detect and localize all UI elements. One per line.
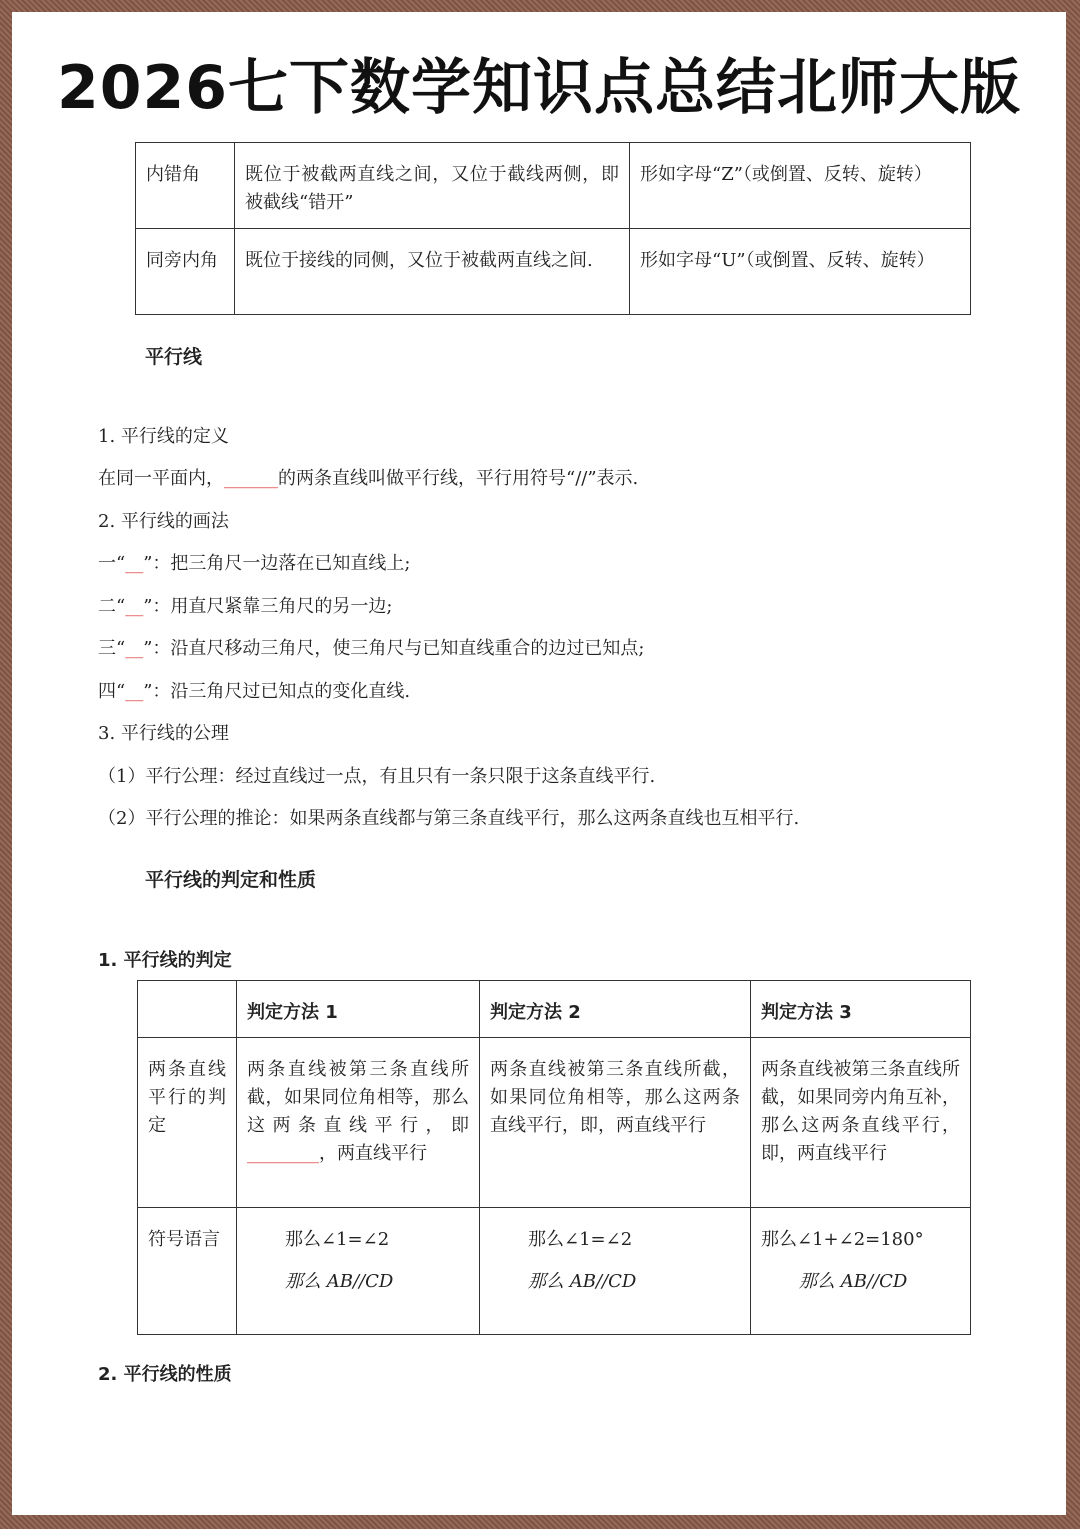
drawing-step: 三“__”：沿直尺移动三角尺，使三角尺与已知直线重合的边过已知点; [98,638,645,659]
judge-subtitle: 1. 平行线的判定 [98,950,232,971]
axiom-title: 3. 平行线的公理 [98,723,229,744]
method-header: 判定方法 1 [237,981,480,1038]
angle-desc: 既位于接线的同侧，又位于被截两直线之间. [235,229,630,315]
fill-blank: ________ [247,1143,319,1164]
step-text: ：沿三角尺过已知点的变化直线. [152,681,411,702]
fill-blank: __ [125,553,144,574]
table-row [138,981,971,1038]
section-heading-parallel: 平行线 [145,346,203,368]
step-number: 一 [98,553,116,574]
fill-blank: ______ [224,468,278,489]
definition-title: 1. 平行线的定义 [98,426,229,447]
method-1-text-start: 两条直线被第三条直线所截，如果同位角相等，那么这两条直线平行，即 [247,1059,469,1136]
table-row [136,143,971,229]
symbol-line: 那么 AB//CD [799,1271,908,1292]
symbol-line: 那么∠1+∠2=180° [761,1229,924,1250]
step-text: ：沿直尺移动三角尺，使三角尺与已知直线重合的边过已知点; [152,638,645,659]
axiom-item: （2）平行公理的推论：如果两条直线都与第三条直线平行，那么这两条直线也互相平行. [98,808,800,829]
step-text: ：把三角尺一边落在已知直线上; [152,553,411,574]
axiom-item: （1）平行公理：经过直线过一点，有且只有一条只限于这条直线平行. [98,766,656,787]
table-row [138,1038,971,1208]
step-number: 二 [98,596,116,617]
definition-text-end: 的两条直线叫做平行线，平行用符号“//”表示. [278,468,639,489]
drawing-step: 一“__”：把三角尺一边落在已知直线上; [98,553,411,574]
angle-desc: 既位于被截两直线之间，又位于截线两侧，即被截线“错开” [235,143,630,229]
fill-blank: __ [125,681,144,702]
step-number: 三 [98,638,116,659]
method-1-text [237,1038,480,1208]
angle-table [135,142,971,315]
angle-name: 内错角 [136,143,235,229]
fill-blank: __ [125,638,144,659]
symbol-cell-2 [480,1208,751,1335]
drawing-title: 2. 平行线的画法 [98,511,229,532]
page-title: 2026七下数学知识点总结北师大版 [57,53,1021,123]
angle-shape: 形如字母“U”（或倒置、反转、旋转） [630,229,971,315]
symbol-cell-1 [237,1208,480,1335]
step-text: ：用直尺紧靠三角尺的另一边; [152,596,393,617]
table-row [138,1208,971,1335]
section-heading-judge: 平行线的判定和性质 [145,869,317,891]
judge-table [137,980,971,1335]
method-1-text-end: ，两直线平行 [319,1143,427,1164]
method-header: 判定方法 2 [480,981,751,1038]
method-2-text: 两条直线被第三条直线所截，如果同位角相等，那么这两条直线平行，即，两直线平行 [480,1038,751,1208]
symbol-cell-3 [751,1208,971,1335]
row-label: 符号语言 [138,1208,237,1335]
method-3-text: 两条直线被第三条直线所截，如果同旁内角互补，那么这两条直线平行，即，两直线平行 [751,1038,971,1208]
symbol-line: 那么∠1=∠2 [528,1229,633,1250]
angle-shape: 形如字母“Z”（或倒置、反转、旋转） [630,143,971,229]
definition-text-start: 在同一平面内， [98,468,224,489]
drawing-step: 二“__”：用直尺紧靠三角尺的另一边; [98,596,393,617]
symbol-line: 那么 AB//CD [528,1271,637,1292]
fill-blank: __ [125,596,144,617]
drawing-step: 四“__”：沿三角尺过已知点的变化直线. [98,681,411,702]
symbol-line: 那么∠1=∠2 [285,1229,390,1250]
definition-text [98,464,638,490]
row-label: 两条直线平行的判定 [138,1038,237,1208]
document-page [12,12,1066,1515]
property-subtitle: 2. 平行线的性质 [98,1364,232,1385]
method-header: 判定方法 3 [751,981,971,1038]
table-row [136,229,971,315]
angle-name: 同旁内角 [136,229,235,315]
empty-cell [138,981,237,1038]
step-number: 四 [98,681,116,702]
symbol-line: 那么 AB//CD [285,1271,394,1292]
